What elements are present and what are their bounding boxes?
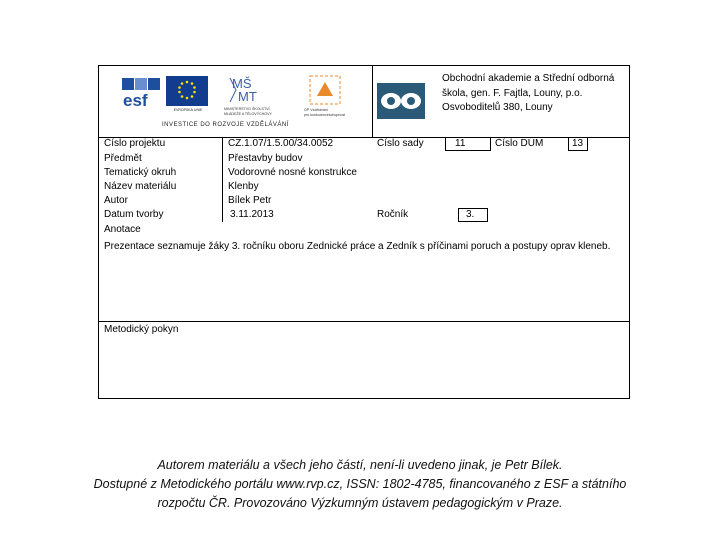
value-nazev-materialu: Klenby <box>228 181 259 192</box>
esf-logo-icon <box>120 76 162 110</box>
anotace-divider <box>98 321 630 322</box>
value-rocnik: 3. <box>466 209 475 220</box>
label-cislo-sady: Číslo sady <box>377 138 424 149</box>
value-autor: Bílek Petr <box>228 195 272 206</box>
eu-caption: EVROPSKÁ UNIE <box>173 108 203 112</box>
logo-strip <box>118 72 368 132</box>
school-address: Osvoboditelů 380, Louny <box>442 102 553 113</box>
op-logo-icon <box>300 74 352 120</box>
svg-text:MLÁDEŽE A TĚLOVÝCHOVY: MLÁDEŽE A TĚLOVÝCHOVY <box>224 112 272 116</box>
label-nazev-materialu: Název materiálu <box>104 181 177 192</box>
value-datum-tvorby: 3.11.2013 <box>230 209 274 220</box>
school-name: Obchodní akademie a Střední odborná škola, gen. F. Fajtla, Louny, p.o. <box>442 73 615 99</box>
label-cislo-projektu: Číslo projektu <box>104 138 166 149</box>
value-tematicky-okruh: Vodorovné nosné konstrukce <box>228 167 357 178</box>
header-divider <box>98 137 630 138</box>
label-datum-tvorby: Datum tvorby <box>104 209 164 220</box>
value-cislo-sady: 11 <box>455 138 466 149</box>
label-tematicky-okruh: Tematický okruh <box>104 167 177 178</box>
label-predmet: Předmět <box>104 153 142 164</box>
value-cislo-dum: 13 <box>572 138 584 149</box>
invest-slogan: INVESTICE DO ROZVOJE VZDĚLÁVÁNÍ <box>162 122 289 128</box>
footer-line-1: Autorem materiálu a všech jeho částí, není-li uvedeno jinak, je Petr Bílek. <box>157 458 563 472</box>
svg-text:MŠ: MŠ <box>232 76 252 91</box>
label-cislo-dum: Číslo DUM <box>495 138 544 149</box>
metadata-column-divider <box>222 137 223 222</box>
svg-text:MT: MT <box>238 89 257 104</box>
svg-text:pro konkurenceschopnost: pro konkurenceschopnost <box>304 113 346 117</box>
svg-text:MINISTERSTVO ŠKOLSTVÍ,: MINISTERSTVO ŠKOLSTVÍ, <box>224 107 271 111</box>
eu-flag-icon <box>166 76 208 106</box>
metodicky-pokyn-label: Metodický pokyn <box>104 324 179 335</box>
footer-credit <box>0 456 720 513</box>
svg-text:esf: esf <box>123 91 148 110</box>
label-rocnik: Ročník <box>377 209 409 220</box>
value-cislo-projektu: CZ.1.07/1.5.00/34.0052 <box>228 138 334 149</box>
anotace-text: Prezentace seznamuje žáky 3. ročníku oboru Zednické práce a Zedník s příčinami poruch a postupy oprav kleneb. <box>104 241 611 252</box>
footer-line-3: rozpočtu ČR. Provozováno Výzkumným ústavem pedagogickým v Praze. <box>157 496 563 510</box>
school-logo-icon <box>377 83 425 119</box>
msmt-logo-icon <box>222 74 282 124</box>
value-predmet: Přestavby budov <box>228 153 303 164</box>
anotace-label: Anotace <box>104 224 141 235</box>
svg-text:OP Vzdělávání: OP Vzdělávání <box>304 108 328 112</box>
footer-line-2: Dostupné z Metodického portálu www.rvp.cz, ISSN: 1802-4785, financovaného z ESF a státního <box>93 477 627 491</box>
header-vertical-divider <box>372 65 373 137</box>
label-autor: Autor <box>104 195 128 206</box>
cislo-sady-box <box>445 137 491 151</box>
school-info <box>442 72 622 116</box>
